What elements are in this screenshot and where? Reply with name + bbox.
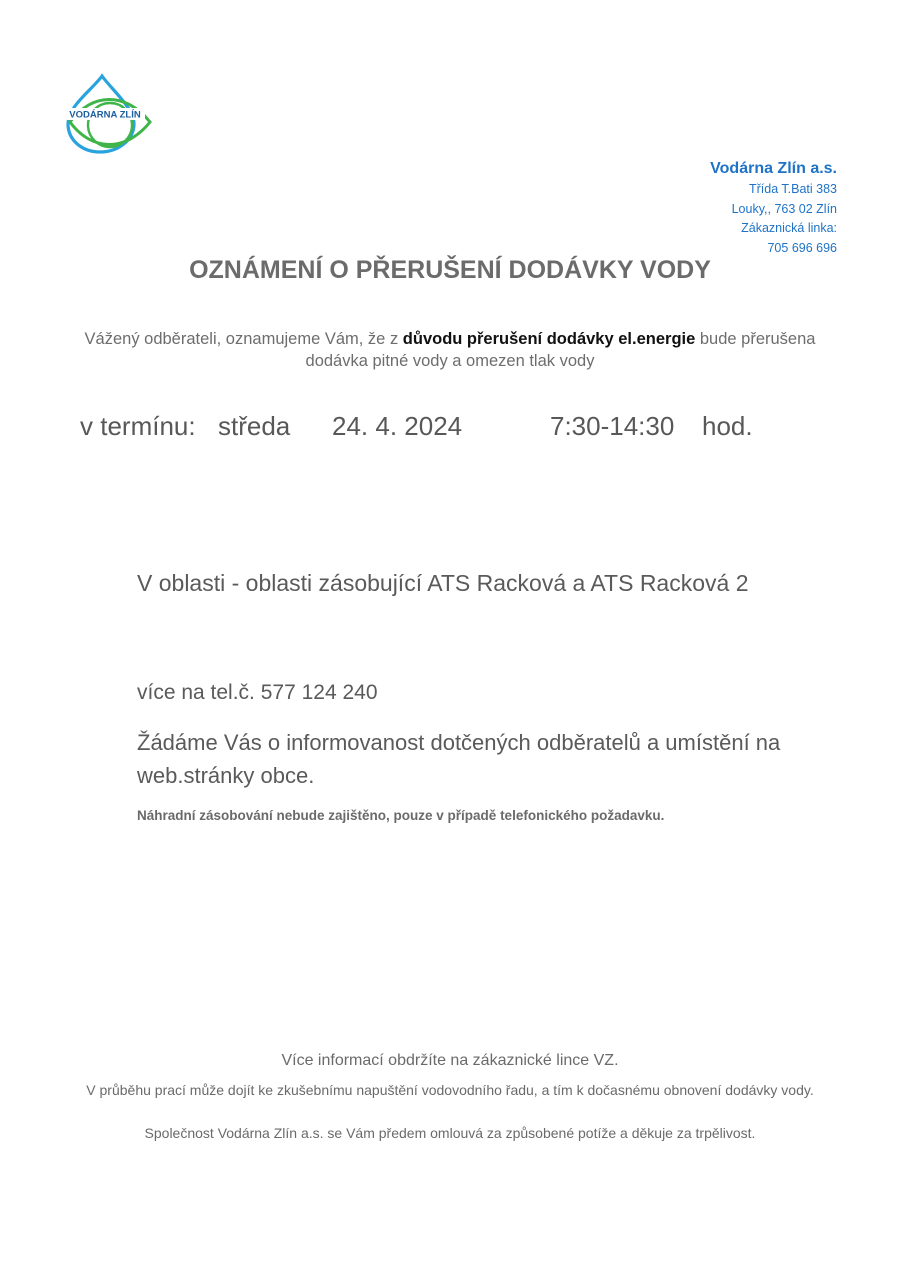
hotline-number: 705 696 696 (767, 240, 837, 255)
intro-reason: důvodu přerušení dodávky el.energie (402, 330, 696, 348)
company-info (710, 158, 837, 258)
term-unit: hod. (702, 411, 753, 441)
hotline-label: Zákaznická linka: (741, 221, 837, 235)
company-address-line2: Louky,, 763 02 Zlín (731, 201, 837, 216)
footer-line-1: Více informací obdržíte na zákaznické lince VZ. (281, 1052, 619, 1069)
term-label: v termínu: (80, 411, 196, 441)
more-info-phone: více na tel.č. 577 124 240 (137, 681, 378, 704)
company-name: Vodárna Zlín a.s. (710, 160, 837, 177)
intro-text-start: Vážený odběrateli, oznamujeme Vám, že z (84, 330, 403, 348)
affected-area: V oblasti - oblasti zásobující ATS Racková a ATS Racková 2 (137, 570, 749, 596)
footer-line-3: Společnost Vodárna Zlín a.s. se Vám předem omlouvá za způsobené potíže a děkuje za trpělivost. (144, 1125, 756, 1141)
water-drop-logo-icon (62, 72, 154, 158)
intro-text-end: bude přerušena dodávka pitné vody a omezen tlak vody (305, 330, 816, 370)
intro-paragraph (80, 328, 820, 372)
substitute-supply-note: Náhradní zásobování nebude zajištěno, pouze v případě telefonického požadavku. (137, 808, 665, 823)
logo-text: VODÁRNA ZLÍN (69, 109, 141, 121)
inform-request: Žádáme Vás o informovanost dotčených odběratelů a umístění na web.stránky obce. (137, 730, 781, 788)
vodarna-zlin-logo (62, 72, 154, 158)
notice-title: OZNÁMENÍ O PŘERUŠENÍ DODÁVKY VODY (189, 256, 711, 284)
term-day: středa (218, 411, 291, 441)
term-date: 24. 4. 2024 (332, 411, 463, 441)
company-address-line1: Třída T.Bati 383 (748, 182, 837, 196)
footer-line-2: V průběhu prací může dojít ke zkušebnímu napuštění vodovodního řadu, a tím k dočasnému obnovení dodávky vody. (86, 1082, 814, 1098)
term-time: 7:30-14:30 (550, 411, 675, 441)
